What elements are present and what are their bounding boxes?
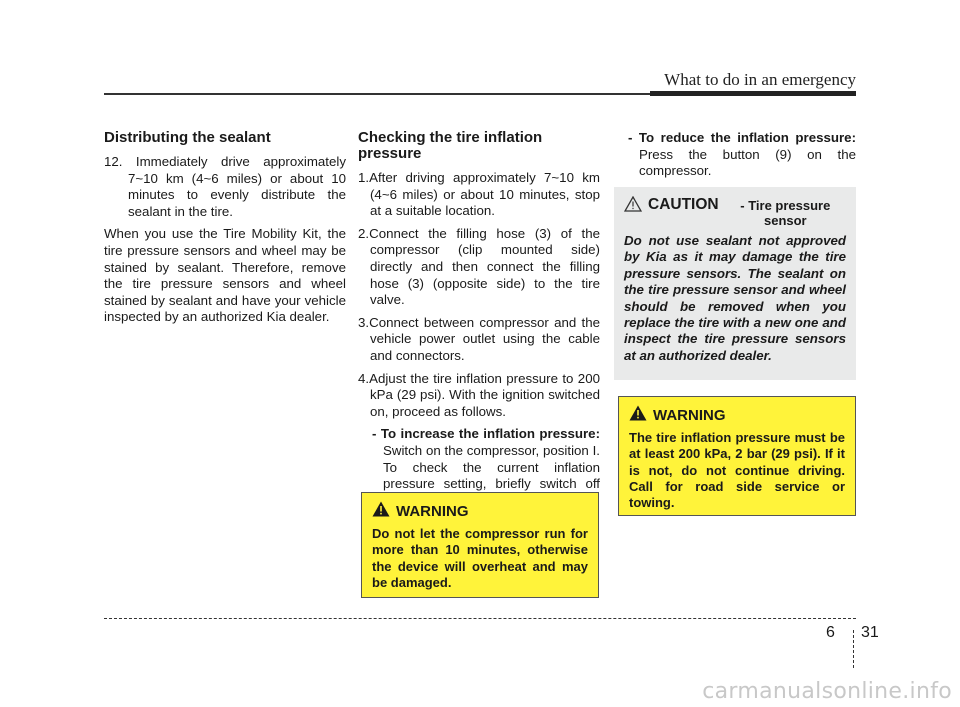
warning-text: The tire inflation pressure must be at least 200 kPa, 2 bar (29 psi). If it is not, do not continue driving. Call for road side service or towing. xyxy=(629,430,845,511)
step-text: Adjust the tire inflation pressure to 200 kPa (29 psi). With the ignition switched on, proceed as follows. xyxy=(369,370,600,419)
watermark: carmanualsonline.info xyxy=(702,679,952,704)
step-3 xyxy=(358,315,600,365)
heading-distributing: Distributing the sealant xyxy=(104,129,271,146)
column-checking xyxy=(358,130,600,515)
chapter-number: 6 xyxy=(826,624,835,641)
warning-box-pressure xyxy=(618,396,856,516)
caution-subtitle: - Tire pressure sensor xyxy=(740,198,831,228)
footer-rule xyxy=(104,618,856,619)
step-number: 3. xyxy=(358,314,370,330)
footer-divider xyxy=(853,630,854,668)
step-2 xyxy=(358,226,600,309)
caution-header xyxy=(624,196,846,228)
step-text: Connect between compressor and the vehicle power outlet using the cable and connectors. xyxy=(369,314,600,363)
step-number: 12. xyxy=(104,154,123,169)
step-text: Connect the filling hose (3) of the compressor (clip mounted side) directly and then connect the filling hose (3) (opposite side) to the tire valve. xyxy=(369,225,600,308)
warning-title: WARNING xyxy=(653,407,726,424)
warning-header xyxy=(372,501,588,522)
caution-title: CAUTION xyxy=(648,196,719,213)
warning-title: WARNING xyxy=(396,503,469,520)
page-number: 31 xyxy=(861,624,879,641)
reduce-label: - To reduce the inflation pressure: xyxy=(628,130,856,145)
caution-box xyxy=(614,187,856,380)
warning-triangle-icon xyxy=(372,501,390,522)
step-number: 2. xyxy=(358,225,370,241)
column-reduce xyxy=(614,130,856,186)
warning-box-compressor xyxy=(361,492,599,598)
reduce-text: Press the button (9) on the compressor. xyxy=(639,146,856,179)
warning-header xyxy=(629,405,845,426)
sealant-paragraph: When you use the Tire Mobility Kit, the tire pressure sensors and wheel may be stained by sealant. Therefore, remove the tire pressure sensors and wheel stained by sealant and have your vehicle inspected by an authorized Kia dealer. xyxy=(104,226,346,325)
header-rule-tab xyxy=(650,91,856,96)
step-1 xyxy=(358,170,600,220)
increase-label: - To increase the inflation pressure: xyxy=(372,426,600,442)
increase-text: Switch on the compressor, position I. To check the current inflation pressure setting, briefly switch off xyxy=(383,442,600,492)
step-text: After driving approximately 7~10 km (4~6 miles) or about 10 minutes, stop at a suitable location. xyxy=(369,170,600,219)
reduce-pressure-instruction xyxy=(614,130,856,180)
section-title: What to do in an emergency xyxy=(664,70,856,89)
caution-triangle-icon xyxy=(624,196,642,217)
step-number: 4. xyxy=(358,370,370,386)
caution-text: Do not use sealant not approved by Kia as it may damage the tire pressure sensors. The sealant on the tire pressure sensor and wheel should be removed when you replace the tire with a new one and inspect the tire pressure sensors at an authorized dealer. xyxy=(624,233,846,363)
step-12 xyxy=(104,154,346,220)
step-number: 1. xyxy=(358,170,370,185)
heading-checking: Checking the tire inflation pressure xyxy=(358,129,543,162)
column-distributing xyxy=(104,130,346,326)
warning-text: Do not let the compressor run for more than 10 minutes, otherwise the device will overheat and may be damaged. xyxy=(372,526,588,590)
step-text: Immediately drive approximately 7~10 km (4~6 miles) or about 10 minutes to evenly distribute the sealant in the tire. xyxy=(128,154,346,219)
warning-triangle-icon xyxy=(629,405,647,426)
step-4 xyxy=(358,371,600,421)
